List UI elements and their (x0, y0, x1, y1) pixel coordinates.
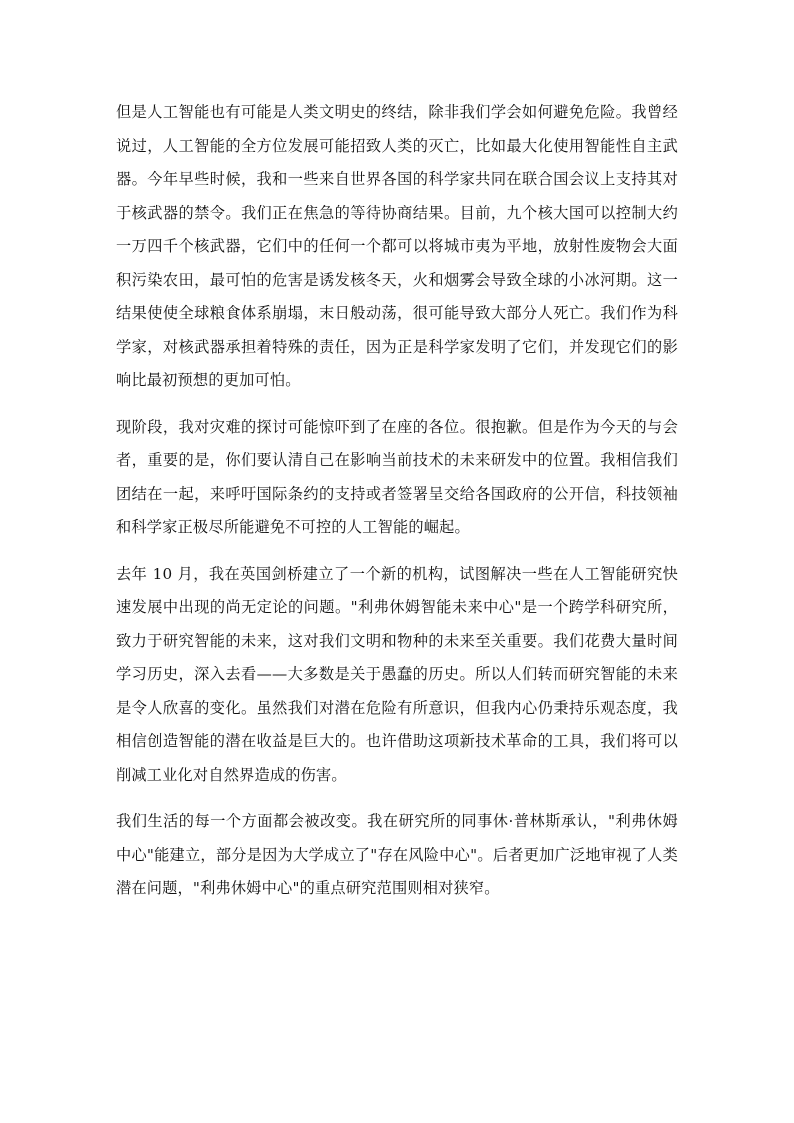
paragraph: 现阶段，我对灾难的探讨可能惊吓到了在座的各位。很抱歉。但是作为今天的与会者，重要的是，你们要认清自己在影响当前技术的未来研发中的位置。我相信我们团结在一起，来呼吁国际条约的支持或者签署呈交给各国政府的公开信，科技领袖和科学家正极尽所能避免不可控的人工智能的崛起。 (116, 417, 678, 536)
paragraph: 我们生活的每一个方面都会被改变。我在研究所的同事休·普林斯承认，"利弗休姆中心"能建立，部分是因为大学成立了"存在风险中心"。后者更加广泛地审视了人类潜在问题，"利弗休姆中心"的重点研究范围则相对狭窄。 (116, 812, 678, 897)
paragraph: 但是人工智能也有可能是人类文明史的终结，除非我们学会如何避免危险。我曾经说过，人工智能的全方位发展可能招致人类的灭亡，比如最大化使用智能性自主武器。今年早些时候，我和一些来自世界各国的科学家共同在联合国会议上支持其对于核武器的禁令。我们正在焦急的等待协商结果。目前，九个核大国可以控制大约一万四千个核武器，它们中的任何一个都可以将城市夷为平地，放射性废物会大面积污染农田，最可怕的危害是诱发核冬天，火和烟雾会导致全球的小冰河期。这一结果使使全球粮食体系崩塌，末日般动荡，很可能导致大部分人死亡。我们作为科学家，对核武器承担着特殊的责任，因为正是科学家发明了它们，并发现它们的影响比最初预想的更加可怕。 (116, 103, 678, 389)
document-body (116, 96, 678, 906)
paragraph: 去年 10 月，我在英国剑桥建立了一个新的机构，试图解决一些在人工智能研究快速发展中出现的尚无定论的问题。"利弗休姆智能未来中心"是一个跨学科研究所，致力于研究智能的未来，这对我们文明和物种的未来至关重要。我们花费大量时间学习历史，深入去看——大多数是关于愚蠢的历史。所以人们转而研究智能的未来是令人欣喜的变化。虽然我们对潜在危险有所意识，但我内心仍秉持乐观态度，我相信创造智能的潜在收益是巨大的。也许借助这项新技术革命的工具，我们将可以削减工业化对自然界造成的伤害。 (116, 564, 678, 784)
